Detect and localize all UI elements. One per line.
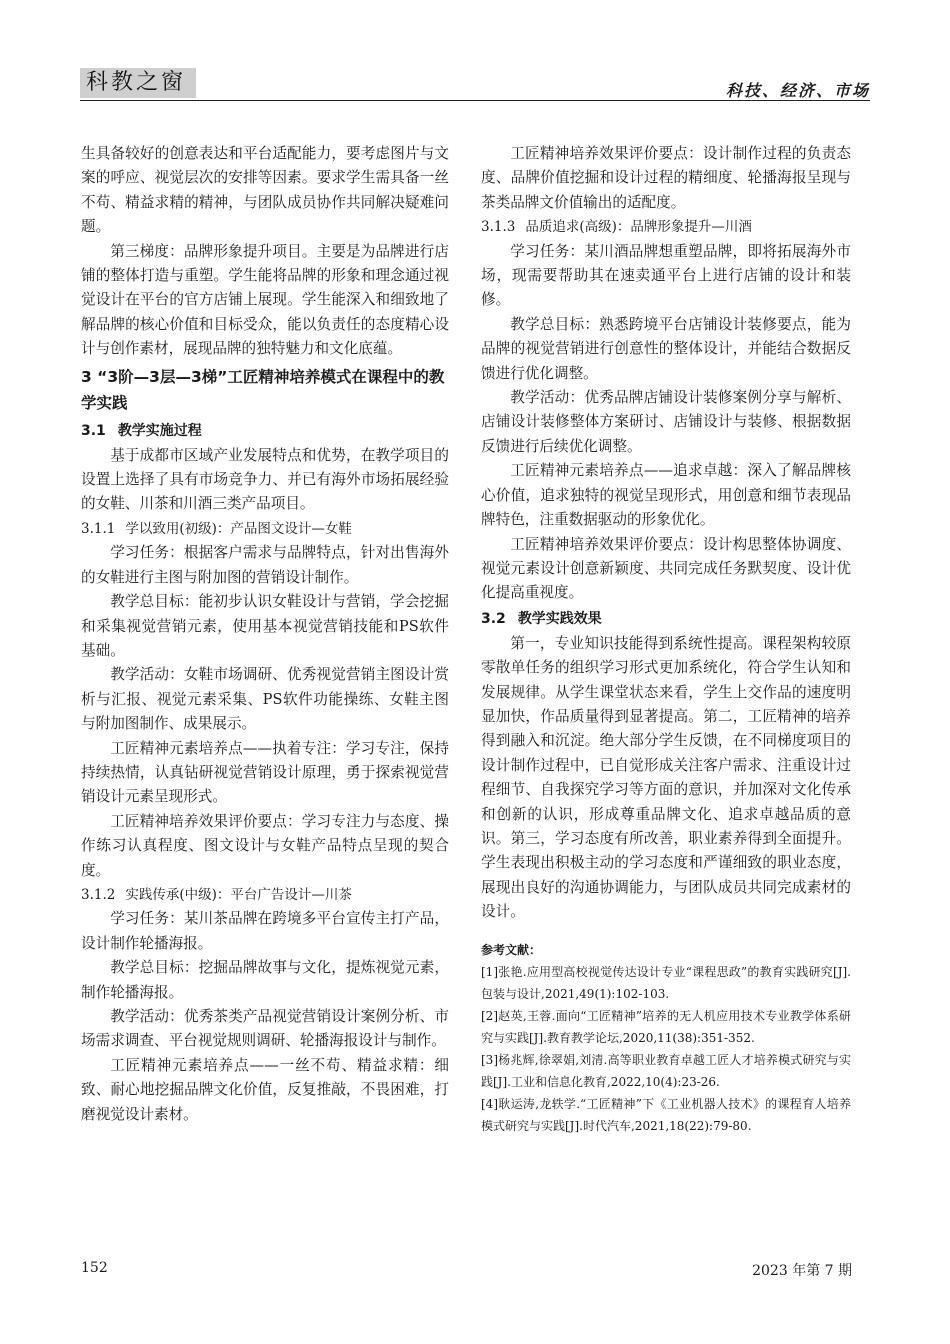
paragraph: 教学活动：女鞋市场调研、优秀视觉营销主图设计赏析与汇报、视觉元素采集、PS软件功能操练、女鞋主图与附加图制作、成果展示。 bbox=[81, 666, 449, 733]
paragraph: 工匠精神元素培养点——追求卓越：深入了解品牌核心价值，追求独特的视觉呈现形式，用创意和细节表现品牌特色，注重数据驱动的形象优化。 bbox=[481, 462, 851, 529]
paragraph: 第一，专业知识技能得到系统性提高。课程架构较原零散单任务的组织学习形式更加系统化，符合学生认知和发展规律。从学生课堂状态来看，学生上交作品的速度明显加快，作品质量得到显著提高。第二，工匠精神的培养得到融入和沉淀。绝大部分学生反馈，在不同梯度项目的设计制作过程中，已自觉形成关注客户需求、注重设计过程细节、自我探究学习等方面的意识，并加深对文化传承和创新的认识，形成尊重品牌文化、追求卓越品质的意识。第三，学习态度有所改善，职业素养得到全面提升。学生表现出积极主动的学习态度和严谨细致的职业态度，展现出良好的沟通协调能力，与团队成员共同完成素材的设计。 bbox=[481, 634, 851, 921]
reference-item: [2]赵英,王蓉.面向“工匠精神”培养的无人机应用技术专业教学体系研究与实践[J].教育教学论坛,2020,11(38):351-352. bbox=[481, 1008, 851, 1045]
paragraph: 教学总目标：能初步认识女鞋设计与营销，学会挖掘和采集视觉营销元素，使用基本视觉营销技能和PS软件基础。 bbox=[81, 593, 449, 659]
header-rule bbox=[80, 100, 870, 101]
reference-item: [3]杨兆辉,徐翠娟,刘清.高等职业教育卓越工匠人才培养模式研究与实践[J].工业和信息化教育,2022,10(4):23-26. bbox=[481, 1052, 851, 1089]
subsubsection-heading bbox=[481, 215, 851, 239]
paragraph: 学习任务：某川茶品牌在跨境多平台宣传主打产品，设计制作轮播海报。 bbox=[81, 910, 449, 952]
reference-item: [1]张艳.应用型高校视觉传达设计专业“课程思政”的教育实践研究[J].包装与设计,2021,49(1):102-103. bbox=[481, 964, 851, 1001]
issue-label: 2023 年第 7 期 bbox=[752, 1263, 852, 1279]
heading-text: 实践传承(中级)：平台广告设计—川茶 bbox=[125, 886, 352, 903]
heading-number: 3.1.2 bbox=[81, 886, 116, 903]
paragraph: 工匠精神培养效果评价要点：学习专注力与态度、操作练习认真程度、图文设计与女鞋产品特点呈现的契合度。 bbox=[81, 812, 449, 879]
page-number: 152 bbox=[81, 1260, 108, 1276]
paragraph: 教学总目标：熟悉跨境平台店铺设计装修要点，能为品牌的视觉营销进行创意性的整体设计，并能结合数据反馈进行优化调整。 bbox=[481, 315, 851, 382]
paragraph: 工匠精神培养效果评价要点：设计构思整体协调度、视觉元素设计创意新颖度、共同完成任务默契度、设计优化提高重视度。 bbox=[481, 535, 851, 602]
right-column bbox=[481, 142, 851, 1137]
paragraph: 教学活动：优秀品牌店铺设计装修案例分享与解析、店铺设计装修整体方案研讨、店铺设计与装修、根据数据反馈进行后续优化调整。 bbox=[481, 389, 851, 455]
references-title: 参考文献： bbox=[481, 942, 542, 957]
heading-number: 3.2 bbox=[481, 610, 506, 627]
paragraph: 基于成都市区域产业发展特点和优势，在教学项目的设置上选择了具有市场竞争力、并已有海外市场拓展经验的女鞋、川茶和川酒三类产品项目。 bbox=[81, 446, 449, 513]
heading-text: 教学实施过程 bbox=[117, 422, 202, 439]
subsubsection-heading bbox=[81, 517, 449, 541]
paragraph: 教学活动：优秀茶类产品视觉营销设计案例分析、市场需求调查、平台视觉规则调研、轮播海报设计与制作。 bbox=[81, 1008, 449, 1050]
heading-number: 3.1.1 bbox=[81, 520, 116, 537]
journal-logo: 科教之窗 bbox=[80, 68, 196, 98]
paragraph: 教学总目标：挖掘品牌故事与文化，提炼视觉元素，制作轮播海报。 bbox=[81, 959, 449, 1001]
reference-item: [4]耿运涛,龙轶学.“工匠精神”下《工业机器人技术》的课程育人培养模式研究与实践[J].时代汽车,2021,18(22):79-80. bbox=[481, 1096, 851, 1133]
subsection-heading bbox=[81, 418, 449, 444]
paragraph: 工匠精神元素培养点——一丝不苟、精益求精：细致、耐心地挖掘品牌文化价值，反复推敲，不畏困难，打磨视觉设计素材。 bbox=[81, 1056, 449, 1123]
heading-text: 品质追求(高级)：品牌形象提升—川酒 bbox=[525, 219, 752, 236]
paragraph: 第三梯度：品牌形象提升项目。主要是为品牌进行店铺的整体打造与重塑。学生能将品牌的形象和理念通过视觉设计在平台的官方店铺上展现。学生能深入和细致地了解品牌的核心价值和目标受众，能以负责任的态度精心设计与创作素材，展现品牌的独特魅力和文化底蕴。 bbox=[81, 242, 449, 358]
subsection-heading bbox=[481, 606, 851, 632]
paragraph: 学习任务：某川酒品牌想重塑品牌，即将拓展海外市场，现需要帮助其在速卖通平台上进行店铺的设计和装修。 bbox=[481, 242, 851, 309]
subsubsection-heading bbox=[81, 883, 449, 907]
section-title: 科技、经济、市场 bbox=[725, 81, 870, 100]
paragraph: 工匠精神元素培养点——执着专注：学习专注，保持持续热情，认真钻研视觉营销设计原理，勇于探索视觉营销设计元素呈现形式。 bbox=[81, 739, 449, 806]
paragraph: 生具备较好的创意表达和平台适配能力，要考虑图片与文案的呼应、视觉层次的安排等因素。要求学生需具备一丝不苟、精益求精的精神，与团队成员协作共同解决疑难问题。 bbox=[81, 145, 449, 236]
heading-number: 3.1 bbox=[81, 422, 106, 439]
heading-number: 3.1.3 bbox=[481, 219, 516, 236]
heading-text: 教学实践效果 bbox=[517, 610, 602, 627]
heading-text: 学以致用(初级)：产品图文设计—女鞋 bbox=[125, 520, 352, 537]
page-header bbox=[80, 68, 870, 102]
paragraph: 学习任务：根据客户需求与品牌特点，针对出售海外的女鞋进行主图与附加图的营销设计制作。 bbox=[81, 544, 449, 586]
section-heading: 3 “3阶—3层—3梯”工匠精神培养模式在课程中的教学实践 bbox=[81, 367, 445, 412]
left-column bbox=[81, 142, 449, 1127]
paragraph: 工匠精神培养效果评价要点：设计制作过程的负责态度、品牌价值挖掘和设计过程的精细度、轮播海报呈现与茶类品牌文价值输出的适配度。 bbox=[481, 145, 851, 211]
